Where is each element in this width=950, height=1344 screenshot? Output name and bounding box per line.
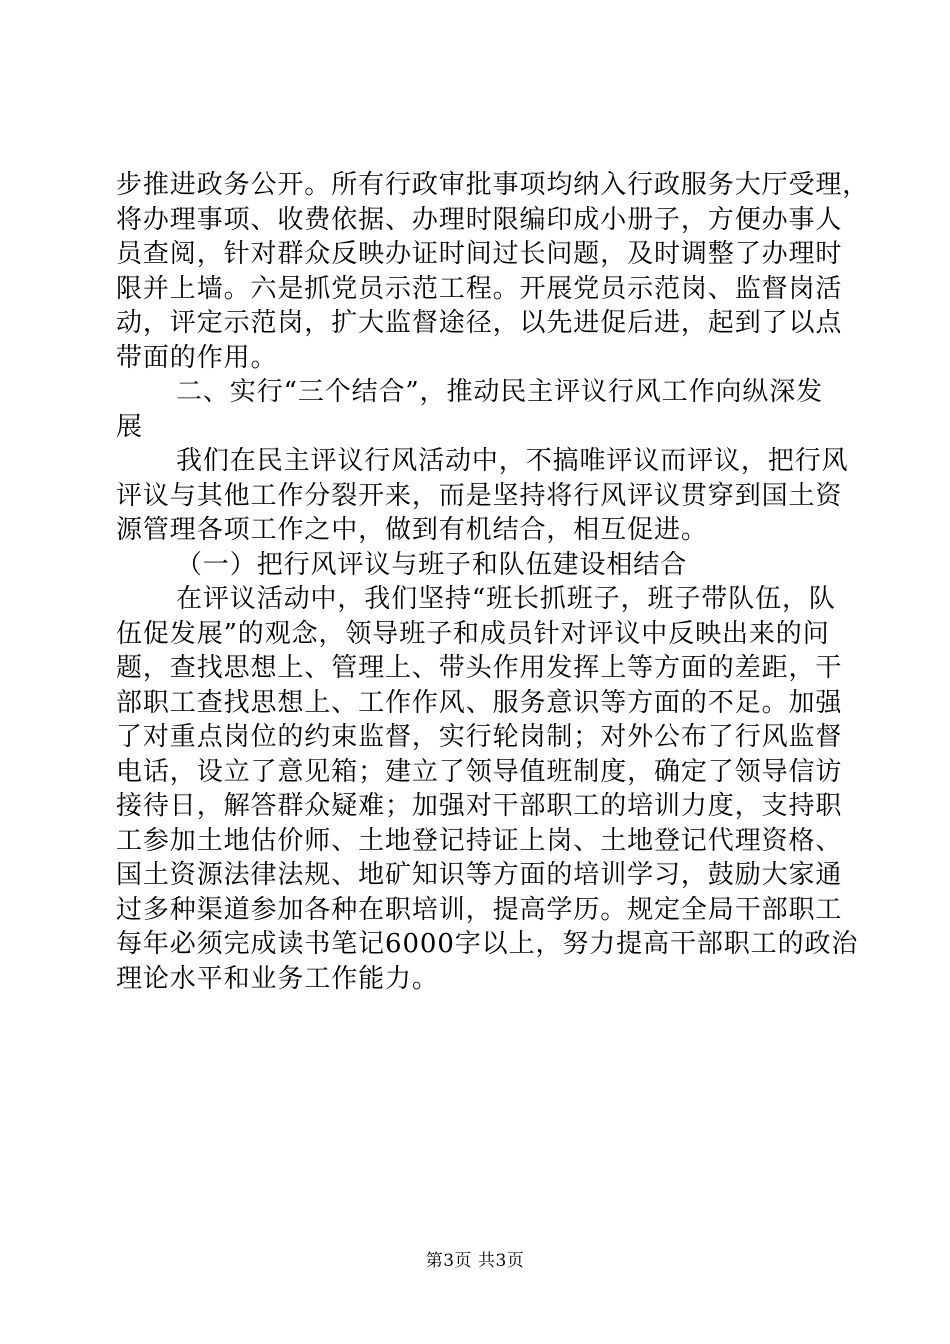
text-line: 国土资源法律法规、地矿知识等方面的培训学习，鼓励大家通: [116, 860, 843, 890]
page-footer: 第3页 共3页: [425, 1251, 525, 1271]
text-line: 工参加土地估价师、土地登记持证上岗、土地登记代理资格、: [116, 825, 843, 856]
document-body: [116, 168, 870, 996]
text-line: 步推进政务公开。所有行政审批事项均纳入行政服务大厅受理，: [116, 170, 870, 200]
paragraph-start: 在评议活动中，我们坚持“班长抓班子，班子带队伍，队: [176, 584, 836, 614]
text-line: 接待日，解答群众疑难；加强对干部职工的培训力度，支持职: [116, 791, 843, 821]
subsection-heading: （一）把行风评议与班子和队伍建设相结合: [176, 549, 688, 580]
text-line: 每年必须完成读书笔记6000字以上，努力提高干部职工的政治: [116, 929, 859, 959]
text-line: 带面的作用。: [116, 342, 278, 373]
text-line: 电话，设立了意见箱；建立了领导值班制度，确定了领导信访: [116, 756, 843, 787]
text-line: 动，评定示范岗，扩大监督途径，以先进促后进，起到了以点: [116, 308, 843, 338]
text-line: 过多种渠道参加各种在职培训，提高学历。规定全局干部职工: [116, 894, 843, 925]
text-line: 源管理各项工作之中，做到有机结合，相互促进。: [116, 515, 708, 545]
paragraph-start: 我们在民主评议行风活动中，不搞唯评议而评议，把行风: [176, 446, 849, 476]
text-line: 了对重点岗位的约束监督，实行轮岗制；对外公布了行风监督: [116, 722, 843, 752]
text-line: 题，查找思想上、管理上、带头作用发挥上等方面的差距，干: [116, 653, 843, 683]
text-line: 限并上墙。六是抓党员示范工程。开展党员示范岗、监督岗活: [116, 273, 843, 304]
section-heading-continued: 展: [116, 411, 143, 442]
text-line: 伍促发展”的观念，领导班子和成员针对评议中反映出来的问: [116, 618, 830, 649]
text-line: 评议与其他工作分裂开来，而是坚持将行风评议贯穿到国土资: [116, 480, 843, 511]
text-line: 员查阅，针对群众反映办证时间过长问题，及时调整了办理时: [116, 239, 843, 269]
text-line: 将办理事项、收费依据、办理时限编印成小册子，方便办事人: [116, 204, 843, 235]
text-line: 部职工查找思想上、工作作风、服务意识等方面的不足。加强: [116, 687, 843, 718]
section-heading: 二、实行“三个结合”，推动民主评议行风工作向纵深发: [176, 377, 824, 407]
text-line: 理论水平和业务工作能力。: [116, 963, 439, 994]
